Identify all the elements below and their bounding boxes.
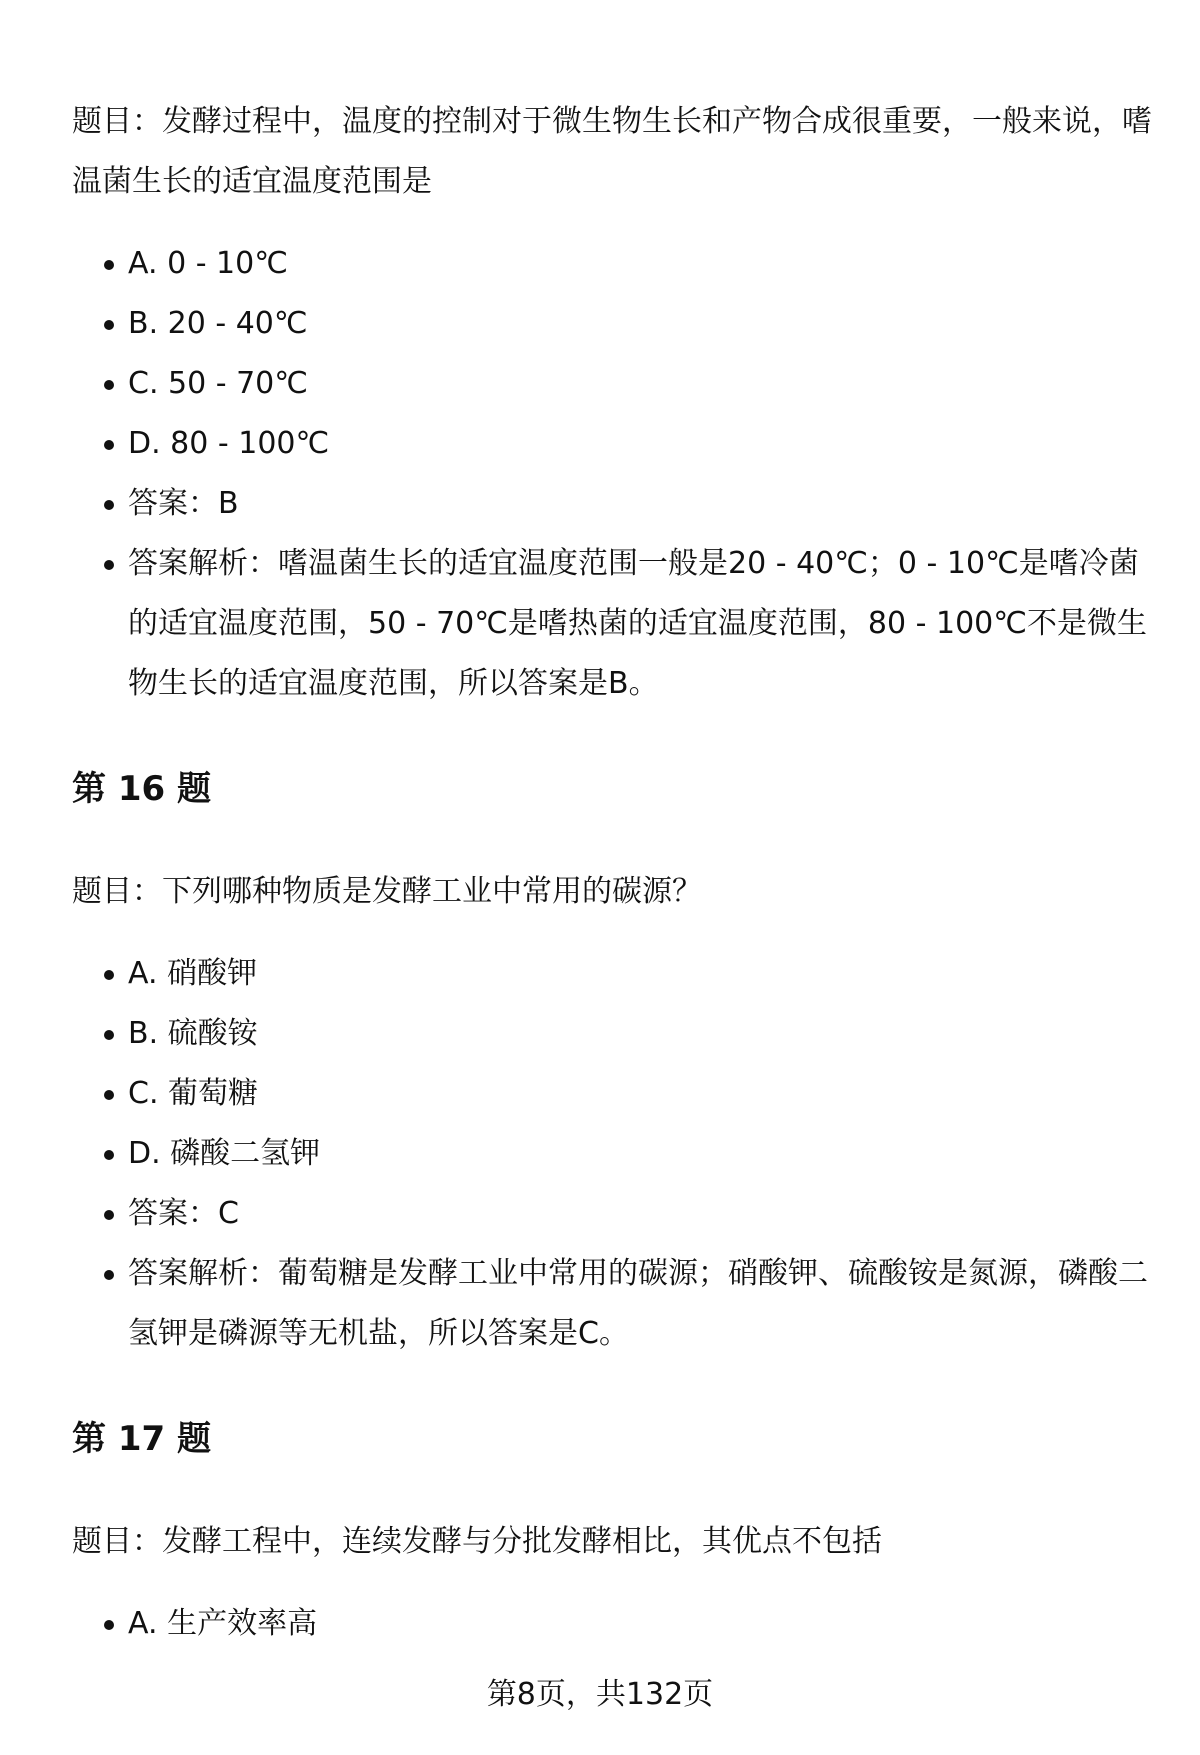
option-text: D. 80 - 100℃ <box>128 426 330 461</box>
option-text: C. 50 - 70℃ <box>128 366 308 401</box>
bullet-icon <box>104 1150 114 1160</box>
bullet-icon <box>104 560 114 570</box>
bullet-icon <box>104 260 114 270</box>
question-15-options <box>72 234 1152 714</box>
option-text: A. 生产效率高 <box>128 1606 318 1641</box>
answer <box>72 474 1152 534</box>
option-b <box>72 294 1152 354</box>
option-a <box>72 234 1152 294</box>
question-17-heading: 第 17 题 <box>72 1419 211 1459</box>
answer <box>72 1184 1152 1244</box>
bullet-icon <box>104 1270 114 1280</box>
option-b <box>72 1004 1152 1064</box>
question-16-options <box>72 944 1152 1364</box>
question-16-text: 题目：下列哪种物质是发酵工业中常用的碳源？ <box>72 874 702 909</box>
bullet-icon <box>104 1030 114 1040</box>
bullet-icon <box>104 1210 114 1220</box>
bullet-icon <box>104 440 114 450</box>
option-text: A. 硝酸钾 <box>128 956 258 991</box>
analysis-text: 答案解析：葡萄糖是发酵工业中常用的碳源；硝酸钾、硫酸铵是氮源，磷酸二氢钾是磷源等无机盐，所以答案是C。 <box>128 1256 1148 1351</box>
option-text: C. 葡萄糖 <box>128 1076 259 1111</box>
bullet-icon <box>104 1090 114 1100</box>
answer-analysis <box>72 1244 1152 1364</box>
option-text: A. 0 - 10℃ <box>128 246 288 281</box>
option-text: B. 硫酸铵 <box>128 1016 258 1051</box>
answer-text: 答案：C <box>128 1196 239 1231</box>
analysis-text: 答案解析：嗜温菌生长的适宜温度范围一般是20 - 40℃；0 - 10℃是嗜冷菌的适宜温度范围，50 - 70℃是嗜热菌的适宜温度范围，80 - 100℃不是微生物生长的适宜温度范围，所以答案是B。 <box>128 546 1147 701</box>
question-16-heading: 第 16 题 <box>72 769 211 809</box>
option-c <box>72 354 1152 414</box>
option-d <box>72 414 1152 474</box>
question-17-text: 题目：发酵工程中，连续发酵与分批发酵相比，其优点不包括 <box>72 1524 882 1559</box>
answer-analysis <box>72 534 1152 714</box>
answer-text: 答案：B <box>128 486 239 521</box>
option-a <box>72 944 1152 1004</box>
option-text: D. 磷酸二氢钾 <box>128 1136 321 1171</box>
bullet-icon <box>104 320 114 330</box>
bullet-icon <box>104 970 114 980</box>
option-a <box>72 1594 1152 1654</box>
question-15-text: 题目：发酵过程中，温度的控制对于微生物生长和产物合成很重要，一般来说，嗜温菌生长的适宜温度范围是 <box>72 104 1152 199</box>
option-d <box>72 1124 1152 1184</box>
bullet-icon <box>104 380 114 390</box>
document-page <box>72 92 1152 1654</box>
option-c <box>72 1064 1152 1124</box>
bullet-icon <box>104 500 114 510</box>
question-17-options <box>72 1594 1152 1654</box>
option-text: B. 20 - 40℃ <box>128 306 308 341</box>
bullet-icon <box>104 1620 114 1630</box>
page-footer: 第8页，共132页 <box>486 1677 714 1712</box>
